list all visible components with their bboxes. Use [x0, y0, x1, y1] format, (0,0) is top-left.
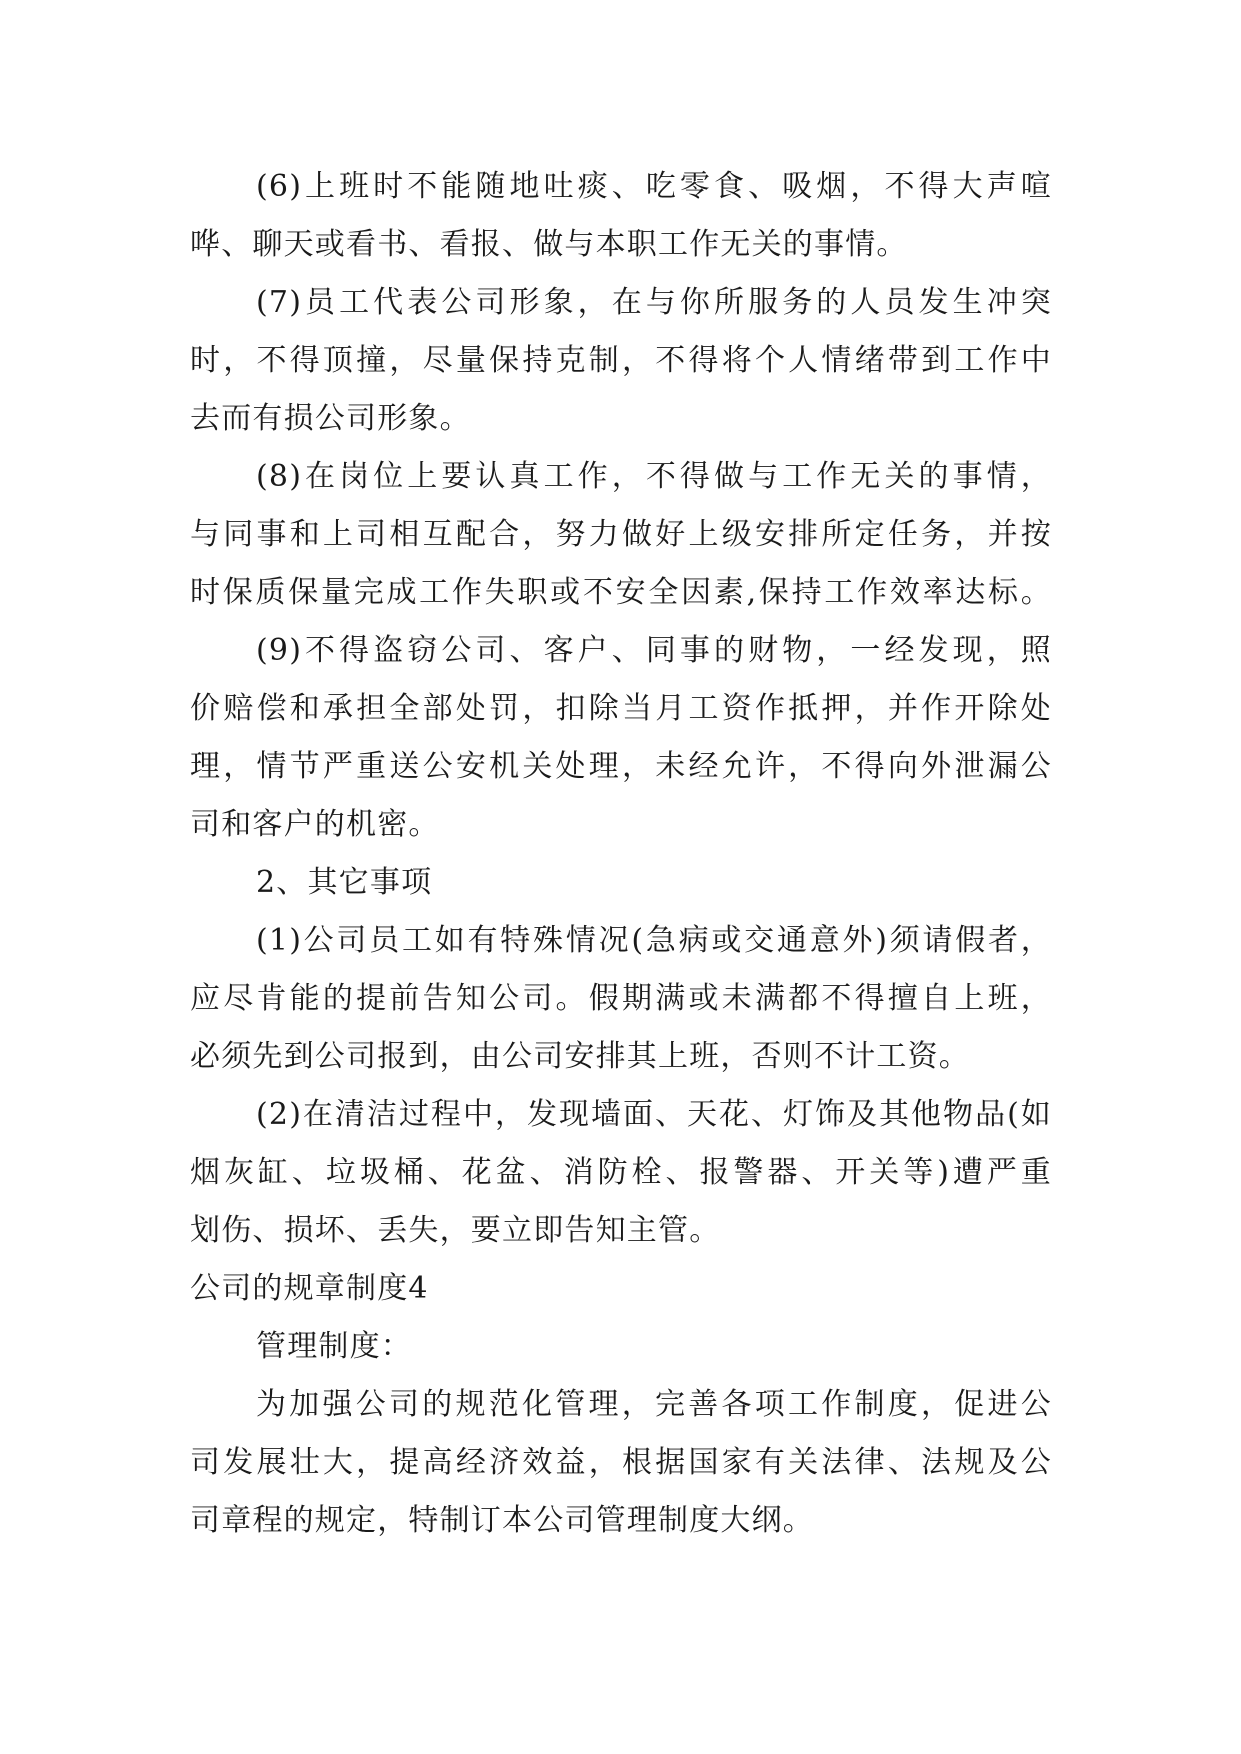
- section-heading: 2、其它事项: [256, 865, 433, 900]
- text-line: (7)员工代表公司形象，在与你所服务的人员发生冲突: [256, 285, 1052, 320]
- text-line: 司发展壮大，提高经济效益，根据国家有关法律、法规及公: [190, 1445, 1052, 1480]
- text-line: 司和客户的机密。: [190, 807, 440, 842]
- paragraph-management-intro: [190, 1376, 1052, 1550]
- text-line: 时保质保量完成工作失职或不安全因素,保持工作效率达标。: [190, 575, 1052, 610]
- management-heading: [190, 1318, 1052, 1376]
- document-page: [190, 158, 1052, 1550]
- text-line: (9)不得盗窃公司、客户、同事的财物，一经发现，照: [256, 633, 1052, 668]
- text-line: 去而有损公司形象。: [190, 401, 471, 436]
- paragraph-item-8: [190, 448, 1052, 622]
- paragraph-item-9: [190, 622, 1052, 854]
- paragraph-item-7: [190, 274, 1052, 448]
- paragraph-other-2: [190, 1086, 1052, 1260]
- text-line: 烟灰缸、垃圾桶、花盆、消防栓、报警器、开关等)遭严重: [190, 1155, 1052, 1190]
- text-line: 为加强公司的规范化管理，完善各项工作制度，促进公: [256, 1387, 1052, 1422]
- text-line: 与同事和上司相互配合，努力做好上级安排所定任务，并按: [190, 517, 1052, 552]
- subtitle-text: 公司的规章制度4: [190, 1271, 429, 1306]
- text-line: 应尽肯能的提前告知公司。假期满或未满都不得擅自上班，: [190, 981, 1052, 1016]
- text-line: 理，情节严重送公安机关处理，未经允许，不得向外泄漏公: [190, 749, 1052, 784]
- text-line: 时，不得顶撞，尽量保持克制，不得将个人情绪带到工作中: [190, 343, 1052, 378]
- text-line: 哗、聊天或看书、看报、做与本职工作无关的事情。: [190, 227, 908, 262]
- paragraph-other-1: [190, 912, 1052, 1086]
- document-subtitle: [190, 1260, 1052, 1318]
- text-line: 价赔偿和承担全部处罚，扣除当月工资作抵押，并作开除处: [190, 691, 1052, 726]
- text-line: (8)在岗位上要认真工作，不得做与工作无关的事情，: [256, 459, 1052, 494]
- text-line: 必须先到公司报到，由公司安排其上班，否则不计工资。: [190, 1039, 970, 1074]
- text-line: (1)公司员工如有特殊情况(急病或交通意外)须请假者，: [256, 923, 1052, 958]
- paragraph-item-6: [190, 158, 1052, 274]
- section-heading-other-matters: [190, 854, 1052, 912]
- text-line: (6)上班时不能随地吐痰、吃零食、吸烟，不得大声喧: [256, 169, 1052, 204]
- text-line: (2)在清洁过程中，发现墙面、天花、灯饰及其他物品(如: [256, 1097, 1052, 1132]
- text-line: 司章程的规定，特制订本公司管理制度大纲。: [190, 1503, 814, 1538]
- text-line: 划伤、损坏、丢失，要立即告知主管。: [190, 1213, 721, 1248]
- heading-text: 管理制度：: [256, 1329, 412, 1364]
